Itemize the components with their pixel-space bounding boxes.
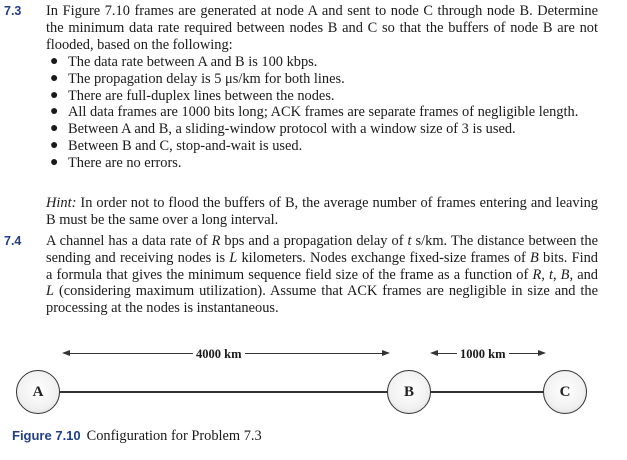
hint-label: Hint: — [46, 195, 77, 211]
list-item: ● There are no errors. — [50, 154, 182, 171]
dimension-label-bc: 1000 km — [457, 346, 509, 363]
bullet-icon: ● — [50, 121, 59, 137]
bullet-icon: ● — [50, 70, 59, 86]
list-item: ● All data frames are 1000 bits long; ACK frames are separate frames of negligible length. — [50, 104, 579, 121]
hint-text: In order not to flood the buffers of B, the average number of frames entering and leaving B must be the same over a long interval. — [46, 195, 598, 228]
bullet-icon: ● — [50, 137, 59, 153]
bullet-list — [46, 54, 598, 172]
arrow-right-icon — [382, 350, 390, 356]
arrow-right-icon — [538, 350, 546, 356]
bullet-icon: ● — [50, 54, 59, 69]
problem-number: 7.3 — [4, 4, 22, 18]
caption-text: Configuration for Problem 7.3 — [86, 428, 262, 444]
link-bc — [430, 391, 544, 393]
node-c: C — [543, 370, 587, 414]
figure-caption — [12, 428, 262, 445]
list-item: ● There are full-duplex lines between the nodes. — [50, 87, 335, 104]
hint-paragraph — [46, 195, 598, 229]
bullet-icon: ● — [50, 154, 59, 170]
list-item: ● The data rate between A and B is 100 kbps. — [50, 54, 318, 70]
problem-number: 7.4 — [4, 234, 22, 248]
problem-intro: In Figure 7.10 frames are generated at node A and sent to node C through node B. Determine the minimum data rate required between nodes B and C so that the buffers of node B are not flooded, based on the following: — [46, 3, 598, 53]
bullet-icon: ● — [50, 87, 59, 103]
node-b: B — [387, 370, 431, 414]
list-item: ● Between A and B, a sliding-window protocol with a window size of 3 is used. — [50, 121, 516, 138]
node-a: A — [16, 370, 60, 414]
dimension-label-ab: 4000 km — [193, 346, 245, 363]
link-ab — [60, 391, 388, 393]
list-item: ● Between B and C, stop-and-wait is used. — [50, 137, 303, 154]
bullet-icon: ● — [50, 104, 59, 120]
problem-text: A channel has a data rate of R bps and a propagation delay of t s/km. The distance between the sending and receiving nodes is L kilometers. Nodes exchange fixed-size frames of B bits. Find a formula that gives the minimum sequence field size of the frame as a function of R, t, B, and L (considering maximum utilization). Assume that ACK frames are negligible in size and the processing at the nodes is instantaneous. — [46, 233, 598, 317]
caption-number: Figure 7.10 — [12, 428, 81, 443]
list-item: ● The propagation delay is 5 μs/km for both lines. — [50, 70, 345, 87]
